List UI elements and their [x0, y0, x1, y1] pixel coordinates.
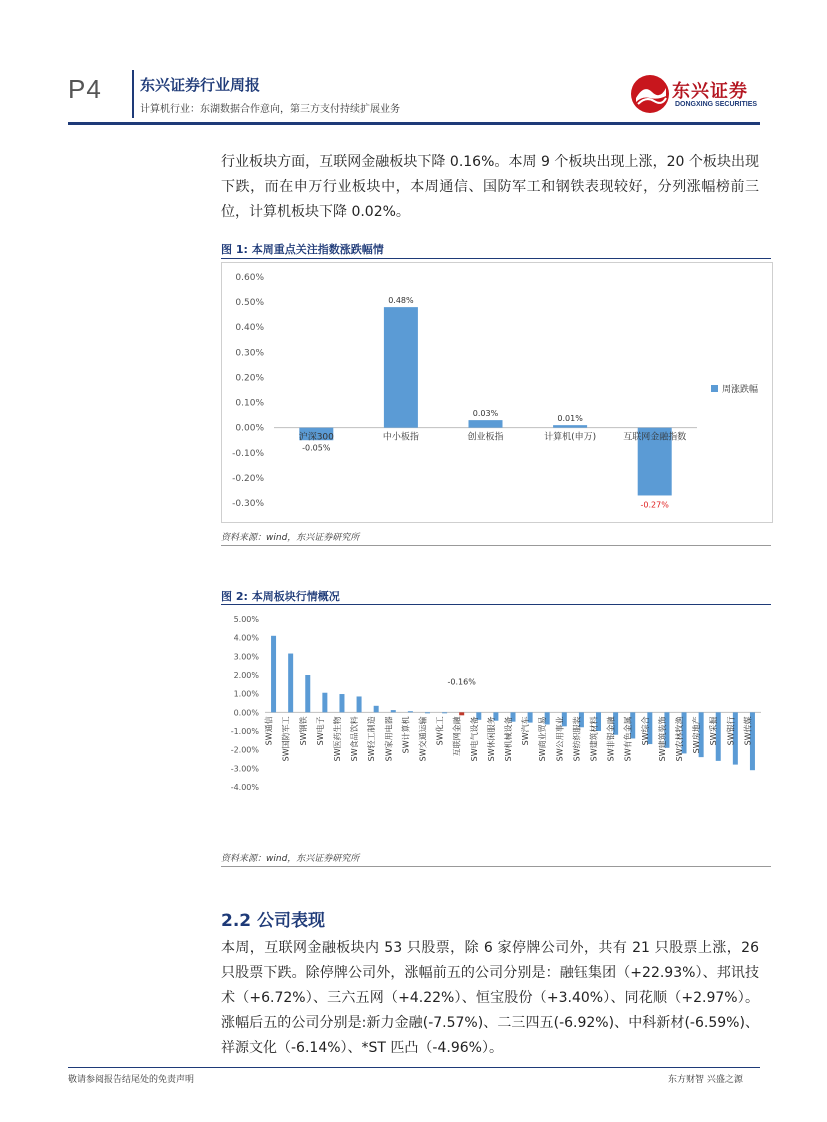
chart2-category-label: SW纺织服装 — [572, 716, 582, 762]
figure1-source: 资料来源：wind，东兴证券研究所 — [221, 533, 360, 543]
chart1-category-label: 创业板指 — [467, 432, 504, 443]
chart2-category-label: SW综合 — [640, 716, 650, 746]
chart2-y-tick-label: 4.00% — [233, 633, 259, 643]
chart2-bar — [271, 636, 276, 713]
chart2-y-tick-label: -4.00% — [230, 783, 259, 792]
chart2-bar — [339, 694, 344, 712]
chart1-legend-swatch — [711, 385, 718, 392]
chart1-data-label: 0.01% — [557, 414, 583, 424]
chart1-category-label: 中小板指 — [382, 432, 419, 443]
chart1-category-label: 沪深300 — [298, 432, 334, 443]
chart2-category-label: SW银行 — [726, 716, 736, 746]
page-number: P4 — [68, 74, 102, 104]
figure2-title-rule — [221, 604, 771, 605]
chart2-category-label: SW交通运输 — [418, 716, 428, 762]
chart2-bar — [305, 675, 310, 712]
chart2-category-label: SW公用事业 — [555, 716, 565, 762]
chart2-bar — [322, 693, 327, 713]
chart1-y-tick-label: 0.60% — [235, 273, 264, 283]
chart2-category-label: 互联网金融 — [452, 716, 462, 757]
section-paragraph: 本周，互联网金融板块内 53 只股票，除 6 家停牌公司外，共有 21 只股票上涨，26 只股票下跌。除停牌公司外，涨幅前五的公司分别是：融钰集团（+22.93%）、邦讯技术（+6.72%）、三六五网（+4.22%）、恒宝股份（+3.40%）、同花顺（+2.97%）。涨幅后五的公司分别是:新力金融(-7.57%)、二三四五(-6.92%)、中科新材(-6.59%)、祥源文化（-6.14%）、*ST 匹凸（-4.96%）。 — [221, 940, 759, 1056]
chart2-highlight-label: -0.16% — [447, 677, 476, 687]
chart2-category-label: SW化工 — [435, 716, 445, 746]
chart1-data-label: 0.03% — [472, 409, 499, 419]
header-divider — [132, 70, 134, 118]
chart2-category-label: SW传媒 — [743, 716, 753, 746]
intro-paragraph: 行业板块方面，互联网金融板块下降 0.16%。本周 9 个板块出现上涨，20 个板块出现下跌，而在申万行业板块中，本周通信、国防军工和钢铁表现较好，分列涨幅榜前三位，计算机板块下降 0.02%。 — [221, 154, 759, 220]
chart1-y-tick-label: -0.20% — [232, 473, 264, 484]
chart2-category-label: SW房地产 — [692, 716, 702, 754]
chart1-bar — [469, 420, 503, 428]
logo-text-cn: 东兴证券 — [672, 81, 748, 102]
figure1-chart-frame — [221, 262, 773, 523]
chart2-bar — [288, 654, 293, 713]
chart2-category-label: SW汽车 — [521, 716, 531, 746]
figure2-source: 资料来源：wind，东兴证券研究所 — [221, 854, 360, 864]
section-title: 2.2 公司表现 — [221, 911, 326, 931]
figure1-source-rule — [221, 545, 771, 546]
chart2-bar — [374, 706, 379, 713]
chart2-bar — [408, 711, 413, 712]
chart2-category-label: SW电气设备 — [469, 716, 479, 762]
chart2-category-label: SW采掘 — [709, 716, 719, 746]
figure1-title: 图 1: 本周重点关注指数涨跌幅情 — [221, 243, 384, 256]
chart1-data-label: 0.48% — [388, 296, 414, 306]
chart2-category-label: SW通信 — [264, 716, 274, 746]
chart2-category-label: SW机械设备 — [504, 716, 513, 762]
chart2-bar — [357, 696, 362, 712]
report-title: 东兴证券行业周报 — [140, 76, 261, 94]
chart1-bar — [553, 425, 587, 428]
chart2-category-label: SW国防军工 — [281, 716, 291, 762]
chart1-y-tick-label: 0.00% — [235, 423, 264, 434]
chart2-y-tick-label: -3.00% — [230, 764, 259, 774]
chart2-category-label: SW家用电器 — [384, 716, 394, 762]
chart1-y-tick-label: 0.30% — [235, 348, 264, 359]
chart1-legend-label: 周涨跌幅 — [722, 385, 759, 395]
chart2-category-label: SW计算机 — [401, 716, 411, 754]
chart1-category-label: 计算机(申万) — [544, 432, 597, 443]
figure2-chart — [221, 606, 771, 844]
figure1-chart — [222, 263, 772, 522]
chart2-y-tick-label: -2.00% — [230, 745, 259, 755]
chart2-category-label: SW食品饮料 — [350, 716, 360, 762]
chart2-y-tick-label: 2.00% — [233, 671, 259, 680]
chart1-bar — [384, 307, 418, 428]
figure2-source-rule — [221, 866, 771, 867]
chart2-y-tick-label: 5.00% — [233, 615, 259, 624]
chart2-bar — [425, 712, 430, 713]
chart2-y-tick-label: 3.00% — [233, 652, 259, 662]
chart1-y-tick-label: 0.10% — [235, 398, 264, 409]
header-rule — [68, 122, 760, 125]
footer-disclaimer: 敬请参阅报告结尾处的免责声明 — [68, 1075, 195, 1085]
chart1-y-tick-label: 0.50% — [235, 298, 264, 309]
chart2-bar — [391, 710, 396, 712]
footer-rule — [68, 1067, 760, 1068]
chart2-category-label: SW非银金融 — [606, 716, 616, 762]
figure1-title-rule — [221, 258, 771, 259]
chart2-category-label: SW商业贸易 — [538, 716, 548, 762]
chart1-y-tick-label: -0.10% — [232, 448, 264, 459]
chart1-y-tick-label: 0.20% — [235, 373, 264, 384]
chart1-y-tick-label: 0.40% — [235, 323, 264, 334]
chart2-category-label: SW休闲服务 — [486, 716, 496, 762]
chart2-category-label: SW农林牧渔 — [675, 716, 685, 762]
logo-text-en: DONGXING SECURITIES — [675, 101, 758, 108]
chart1-data-label: -0.05% — [302, 443, 331, 453]
chart2-category-label: SW有色金属 — [623, 716, 633, 762]
chart2-y-tick-label: 1.00% — [233, 689, 259, 699]
chart2-category-label: SW电子 — [315, 716, 325, 746]
chart1-data-label: -0.27% — [640, 500, 669, 510]
chart2-category-label: SW轻工制造 — [367, 716, 377, 762]
footer-slogan: 东方财智 兴盛之源 — [668, 1075, 743, 1085]
report-subtitle: 计算机行业：东湖数据合作意向，第三方支付持续扩展业务 — [140, 104, 400, 115]
chart2-category-label: SW建筑装饰 — [657, 716, 667, 762]
figure2-title: 图 2: 本周板块行情概况 — [221, 590, 340, 603]
chart1-category-label: 互联网金融指数 — [623, 432, 687, 443]
chart2-y-tick-label: 0.00% — [233, 708, 259, 718]
chart2-category-label: SW建筑材料 — [589, 716, 599, 762]
chart2-bar — [459, 712, 464, 715]
figure2-chart-frame — [221, 606, 771, 844]
chart2-bar — [442, 712, 447, 713]
chart2-y-tick-label: -1.00% — [230, 727, 259, 736]
chart1-y-tick-label: -0.30% — [232, 499, 264, 509]
chart2-category-label: SW医药生物 — [332, 716, 342, 762]
chart2-category-label: SW钢铁 — [298, 716, 308, 746]
